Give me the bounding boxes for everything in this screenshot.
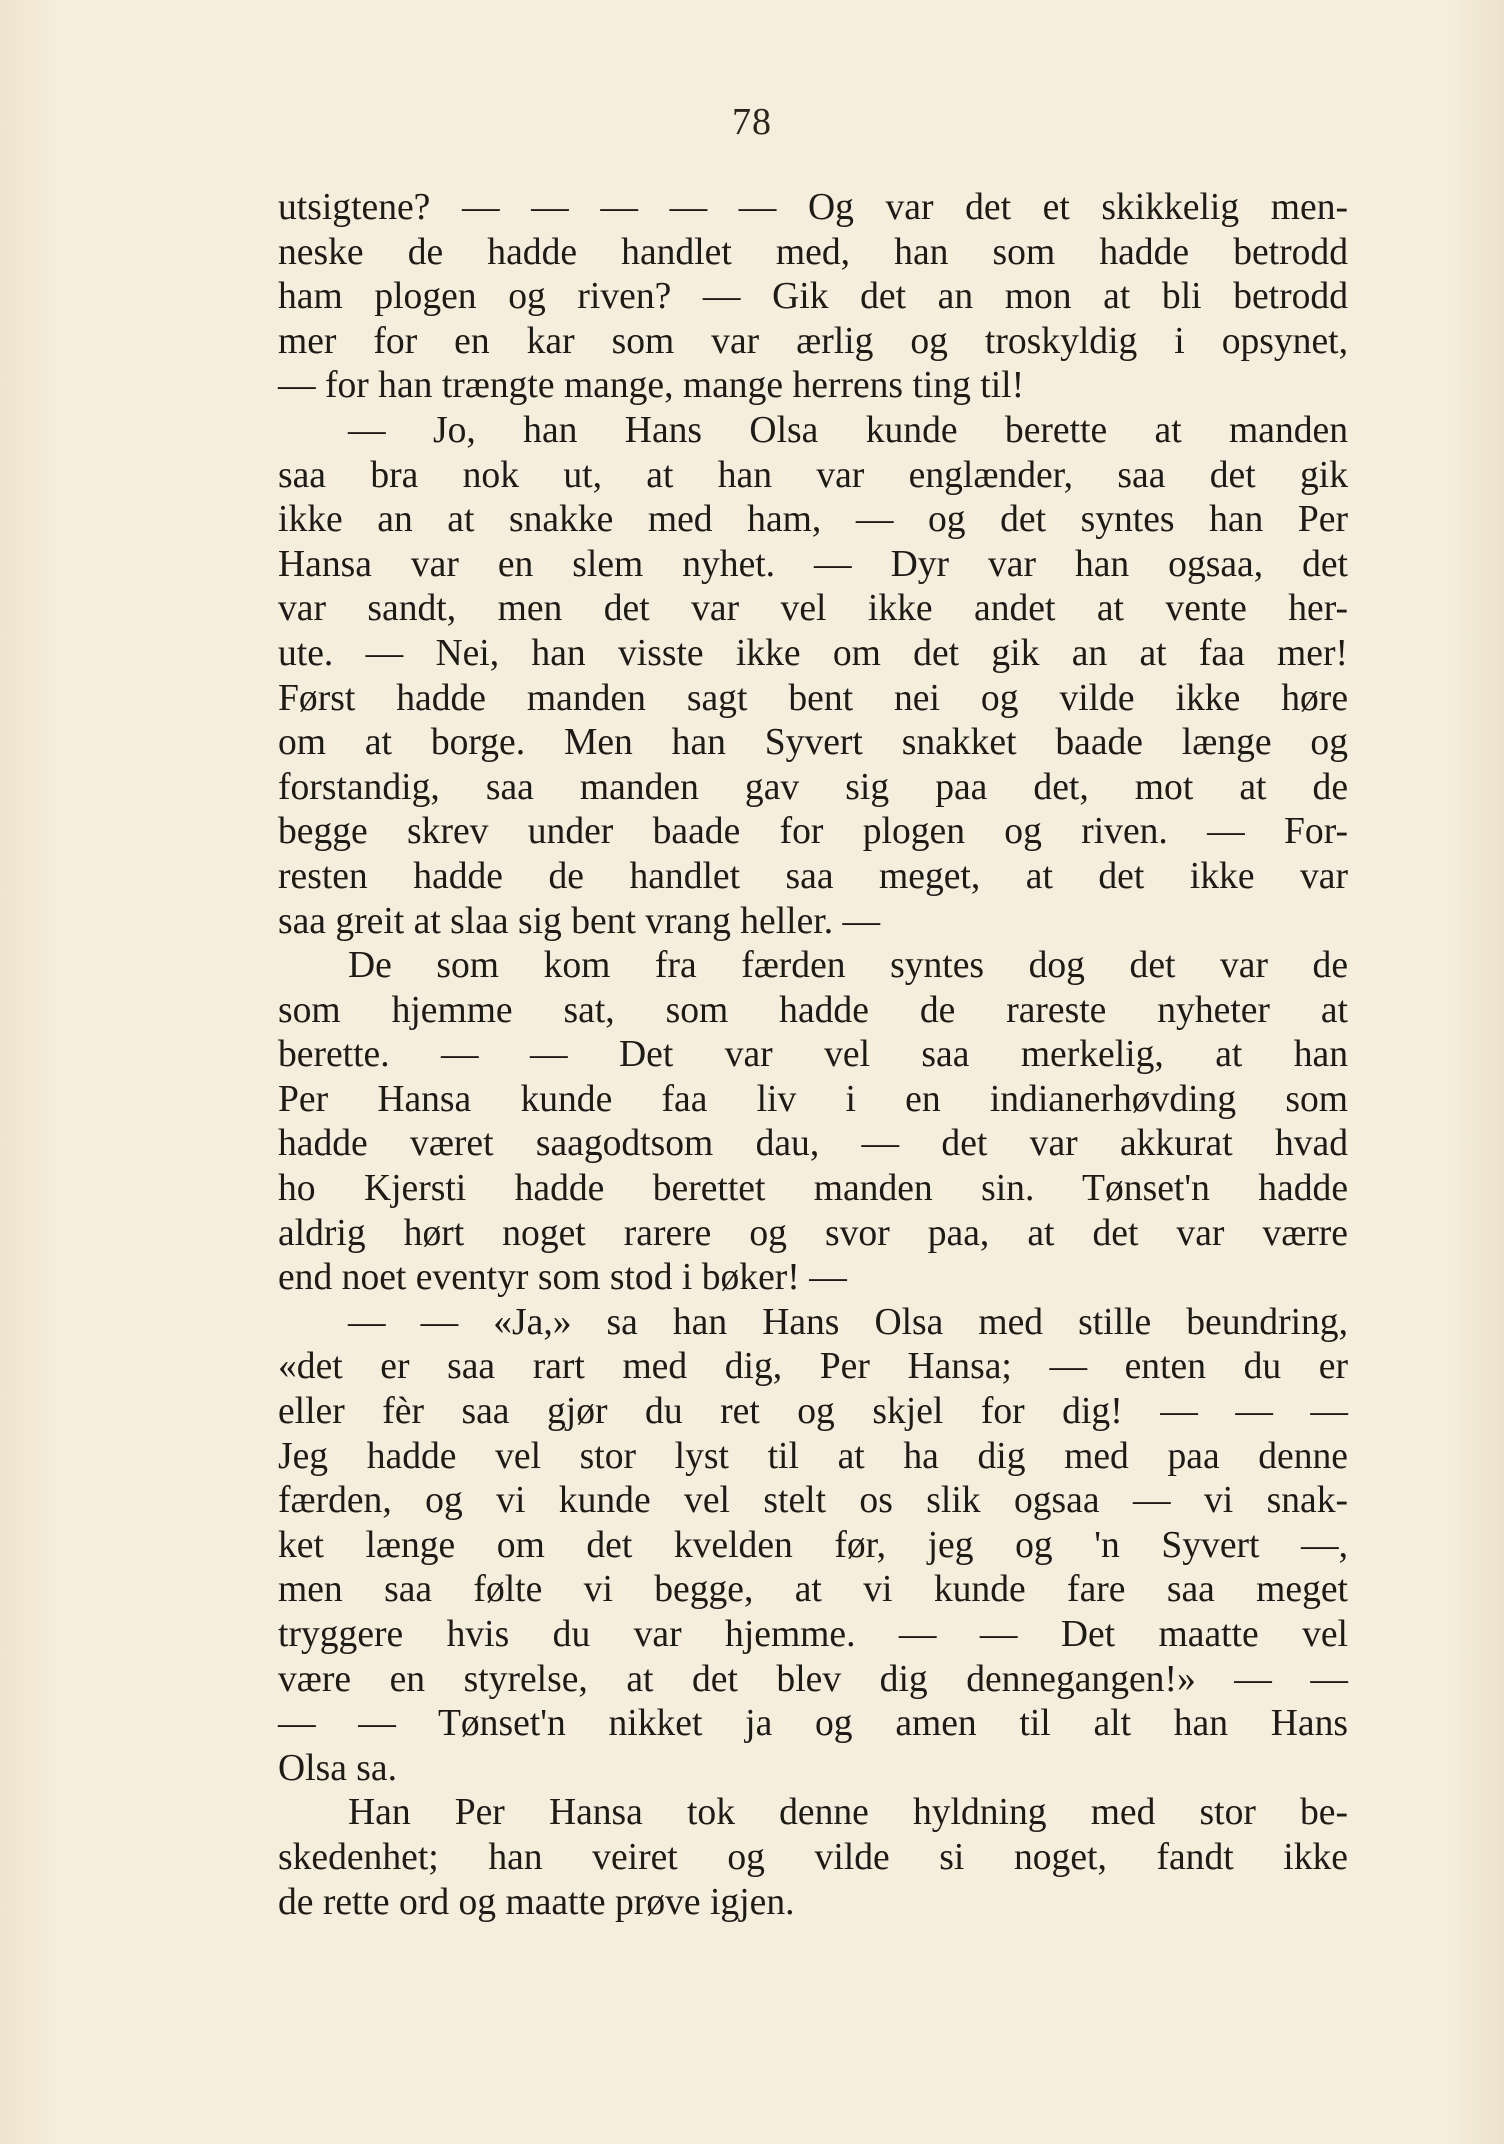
text-line: — for han trængte mange, mange herrens ting til! [278,365,1025,407]
text-line: Han Per Hansa tok denne hyldning med stor be- [348,1792,1348,1834]
text-line: de rette ord og maatte prøve igjen. [278,1881,795,1923]
text-line: neske de hadde handlet med, han som hadde betrodd [278,231,1348,273]
text-line: som hjemme sat, som hadde de rareste nyheter at [278,989,1348,1031]
text-line: begge skrev under baade for plogen og riven. — For- [278,811,1348,853]
text-line: hadde været saagodtsom dau, — det var akkurat hvad [278,1123,1348,1165]
text-line: utsigtene? — — — — — Og var det et skikkelig men- [278,187,1348,228]
text-line: færden, og vi kunde vel stelt os slik ogsaa — vi snak- [278,1480,1348,1522]
text-line: var sandt, men det var vel ikke andet at vente her- [278,588,1348,630]
text-line: — Jo, han Hans Olsa kunde berette at manden [348,409,1348,451]
text-line: berette. — — Det var vel saa merkelig, at han [278,1034,1348,1076]
text-line: saa greit at slaa sig bent vrang heller. — [278,900,881,942]
text-line: end noet eventyr som stod i bøker! — [278,1257,847,1299]
text-line: — — Tønset'n nikket ja og amen til alt han Hans [278,1703,1348,1745]
text-line: «det er saa rart med dig, Per Hansa; — enten du er [278,1346,1348,1388]
text-line: Først hadde manden sagt bent nei og vilde ikke høre [278,677,1348,719]
text-line: Per Hansa kunde faa liv i en indianerhøvding som [278,1078,1348,1120]
text-line: men saa følte vi begge, at vi kunde fare saa meget [278,1569,1348,1611]
text-line: — — «Ja,» sa han Hans Olsa med stille beundring, [348,1301,1348,1343]
text-line: saa bra nok ut, at han var englænder, saa det gik [278,454,1348,496]
text-line: aldrig hørt noget rarere og svor paa, at det var værre [278,1212,1348,1254]
text-line: ute. — Nei, han visste ikke om det gik an at faa mer! [278,632,1348,674]
text-line: De som kom fra færden syntes dog det var de [348,945,1348,987]
text-line: om at borge. Men han Syvert snakket baade længe og [278,722,1348,764]
text-line: være en styrelse, at det blev dig dennegangen!» — — [278,1658,1348,1700]
text-line: ho Kjersti hadde berettet manden sin. Tønset'n hadde [278,1168,1348,1210]
text-line: resten hadde de handlet saa meget, at det ikke var [278,855,1348,897]
text-line: Hansa var en slem nyhet. — Dyr var han ogsaa, det [278,543,1348,585]
page-number: 78 [732,101,772,143]
body-text [278,186,1348,1925]
text-line: ket længe om det kvelden før, jeg og 'n Syvert —, [278,1524,1348,1566]
text-line: forstandig, saa manden gav sig paa det, mot at de [278,766,1348,808]
text-line: mer for en kar som var ærlig og troskyldig i opsynet, [278,320,1348,362]
text-line: Olsa sa. [278,1747,397,1789]
text-line: ham plogen og riven? — Gik det an mon at bli betrodd [278,276,1348,318]
text-line: eller fèr saa gjør du ret og skjel for dig! — — — [278,1391,1348,1433]
text-line: skedenhet; han veiret og vilde si noget, fandt ikke [278,1836,1348,1878]
text-line: tryggere hvis du var hjemme. — — Det maatte vel [278,1614,1348,1655]
text-line: ikke an at snakke med ham, — og det syntes han Per [278,499,1348,541]
text-line: Jeg hadde vel stor lyst til at ha dig med paa denne [278,1435,1348,1477]
